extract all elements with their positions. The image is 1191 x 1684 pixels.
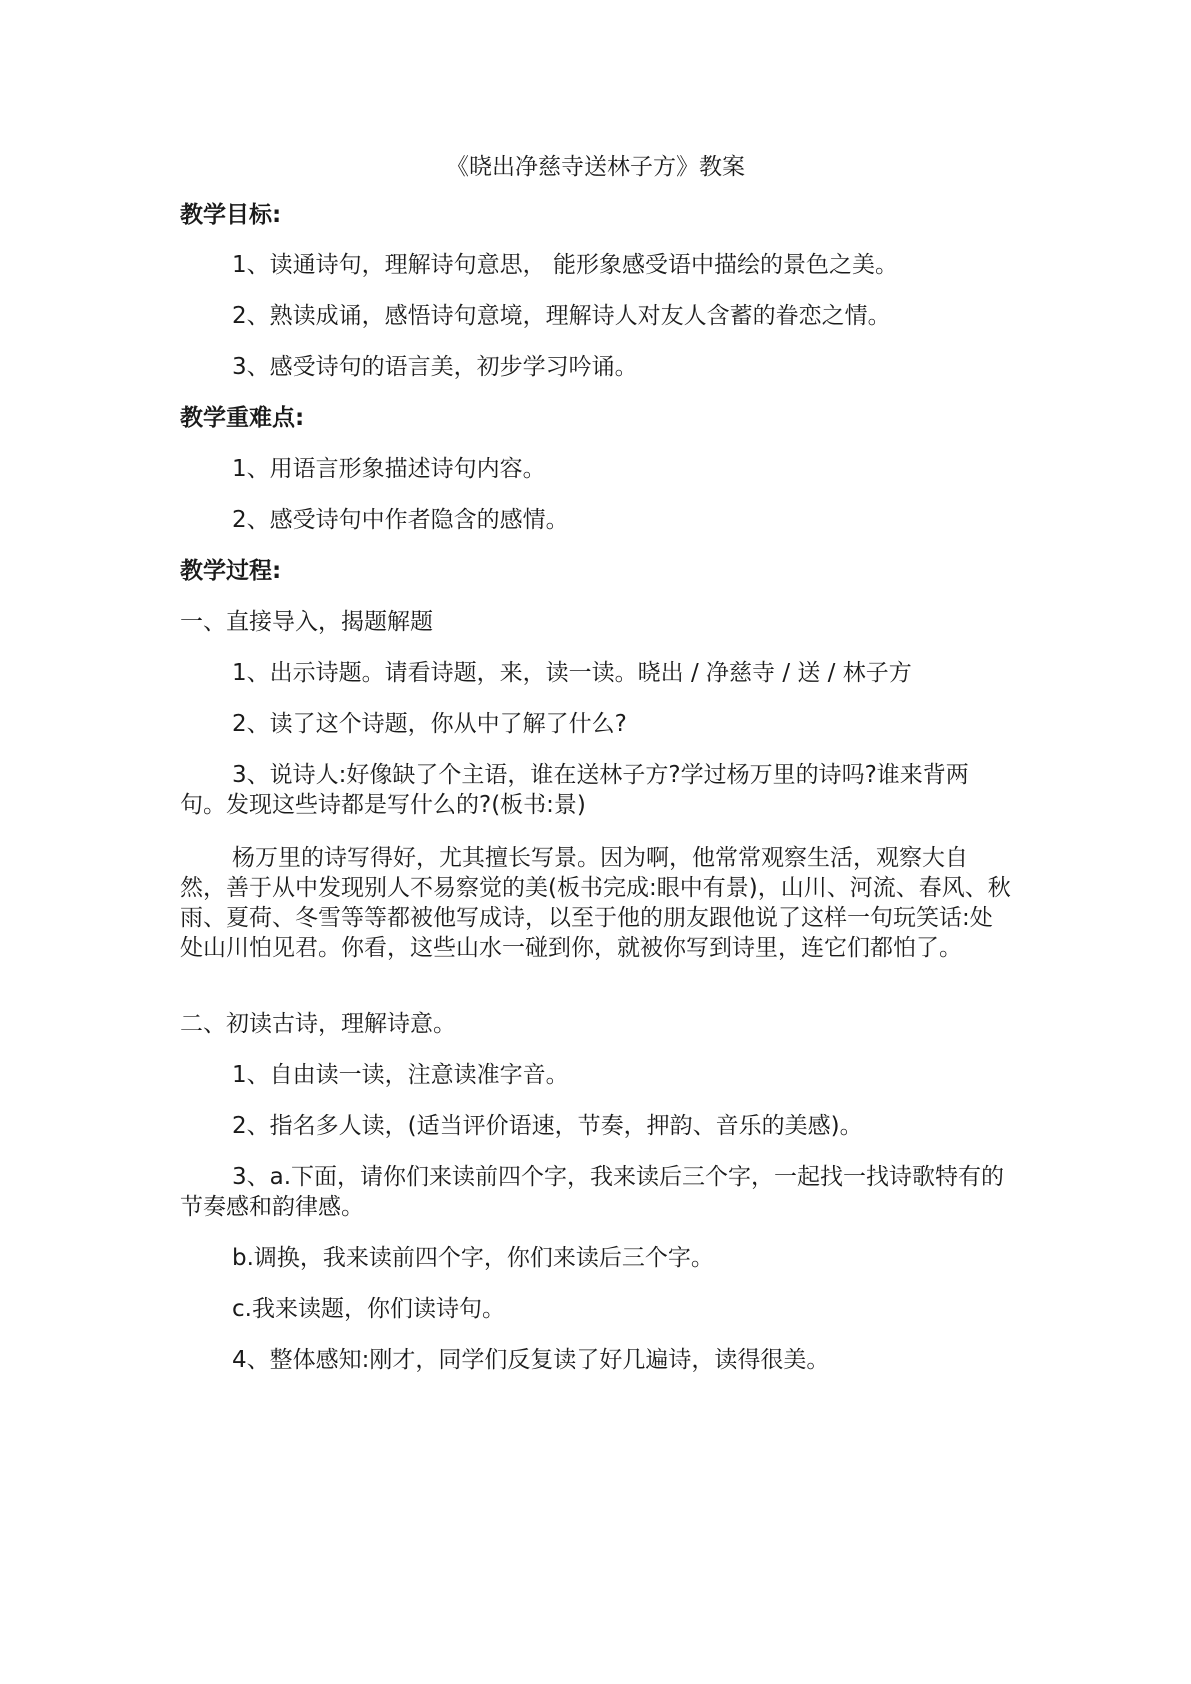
part2-item-3b: b.调换，我来读前四个字，你们来读后三个字。 [232,1245,714,1271]
goal-item-3: 3、感受诗句的语言美，初步学习吟诵。 [232,354,638,380]
process-heading: 教学过程: [180,558,282,584]
part2-item-1: 1、自由读一读，注意读准字音。 [232,1062,569,1088]
part1-item-3: 3、说诗人:好像缺了个主语，谁在送林子方?学过杨万里的诗吗?谁来背两句。发现这些诗都是写什么的?(板书:景) [180,762,969,818]
part2-item-4: 4、整体感知:刚才，同学们反复读了好几遍诗，读得很美。 [232,1347,830,1373]
keypoint-item-1: 1、用语言形象描述诗句内容。 [232,456,546,482]
part2-item-3: 3、a.下面，请你们来读前四个字，我来读后三个字，一起找一找诗歌特有的节奏感和韵律感。 [180,1164,1005,1220]
keypoint-item-2: 2、感受诗句中作者隐含的感情。 [232,507,569,533]
goal-item-2: 2、熟读成诵，感悟诗句意境，理解诗人对友人含蓄的眷恋之情。 [232,303,891,329]
part1-item-2: 2、读了这个诗题，你从中了解了什么? [232,711,627,737]
document-title: 《晓出净慈寺送林子方》教案 [446,154,745,180]
part2-title: 二、初读古诗，理解诗意。 [180,1011,456,1037]
part1-title: 一、直接导入，揭题解题 [180,609,433,635]
goals-heading: 教学目标: [180,202,282,228]
part1-item-1: 1、出示诗题。请看诗题，来，读一读。晓出 / 净慈寺 / 送 / 林子方 [232,660,912,686]
keypoints-heading: 教学重难点: [180,405,305,431]
part1-paragraph: 杨万里的诗写得好，尤其擅长写景。因为啊，他常常观察生活，观察大自然，善于从中发现别人不易察觉的美(板书完成:眼中有景)，山川、河流、春风、秋雨、夏荷、冬雪等等都被他写成诗，以至于他的朋友跟他说了这样一句玩笑话:处处山川怕见君。你看，这些山水一碰到你，就被你写到诗里，连它们都怕了。 [180,845,1011,961]
part2-item-2: 2、指名多人读，(适当评价语速，节奏，押韵、音乐的美感)。 [232,1113,863,1139]
goal-item-1: 1、读通诗句，理解诗句意思， 能形象感受语中描绘的景色之美。 [232,252,898,278]
part2-item-3c: c.我来读题，你们读诗句。 [232,1296,505,1322]
